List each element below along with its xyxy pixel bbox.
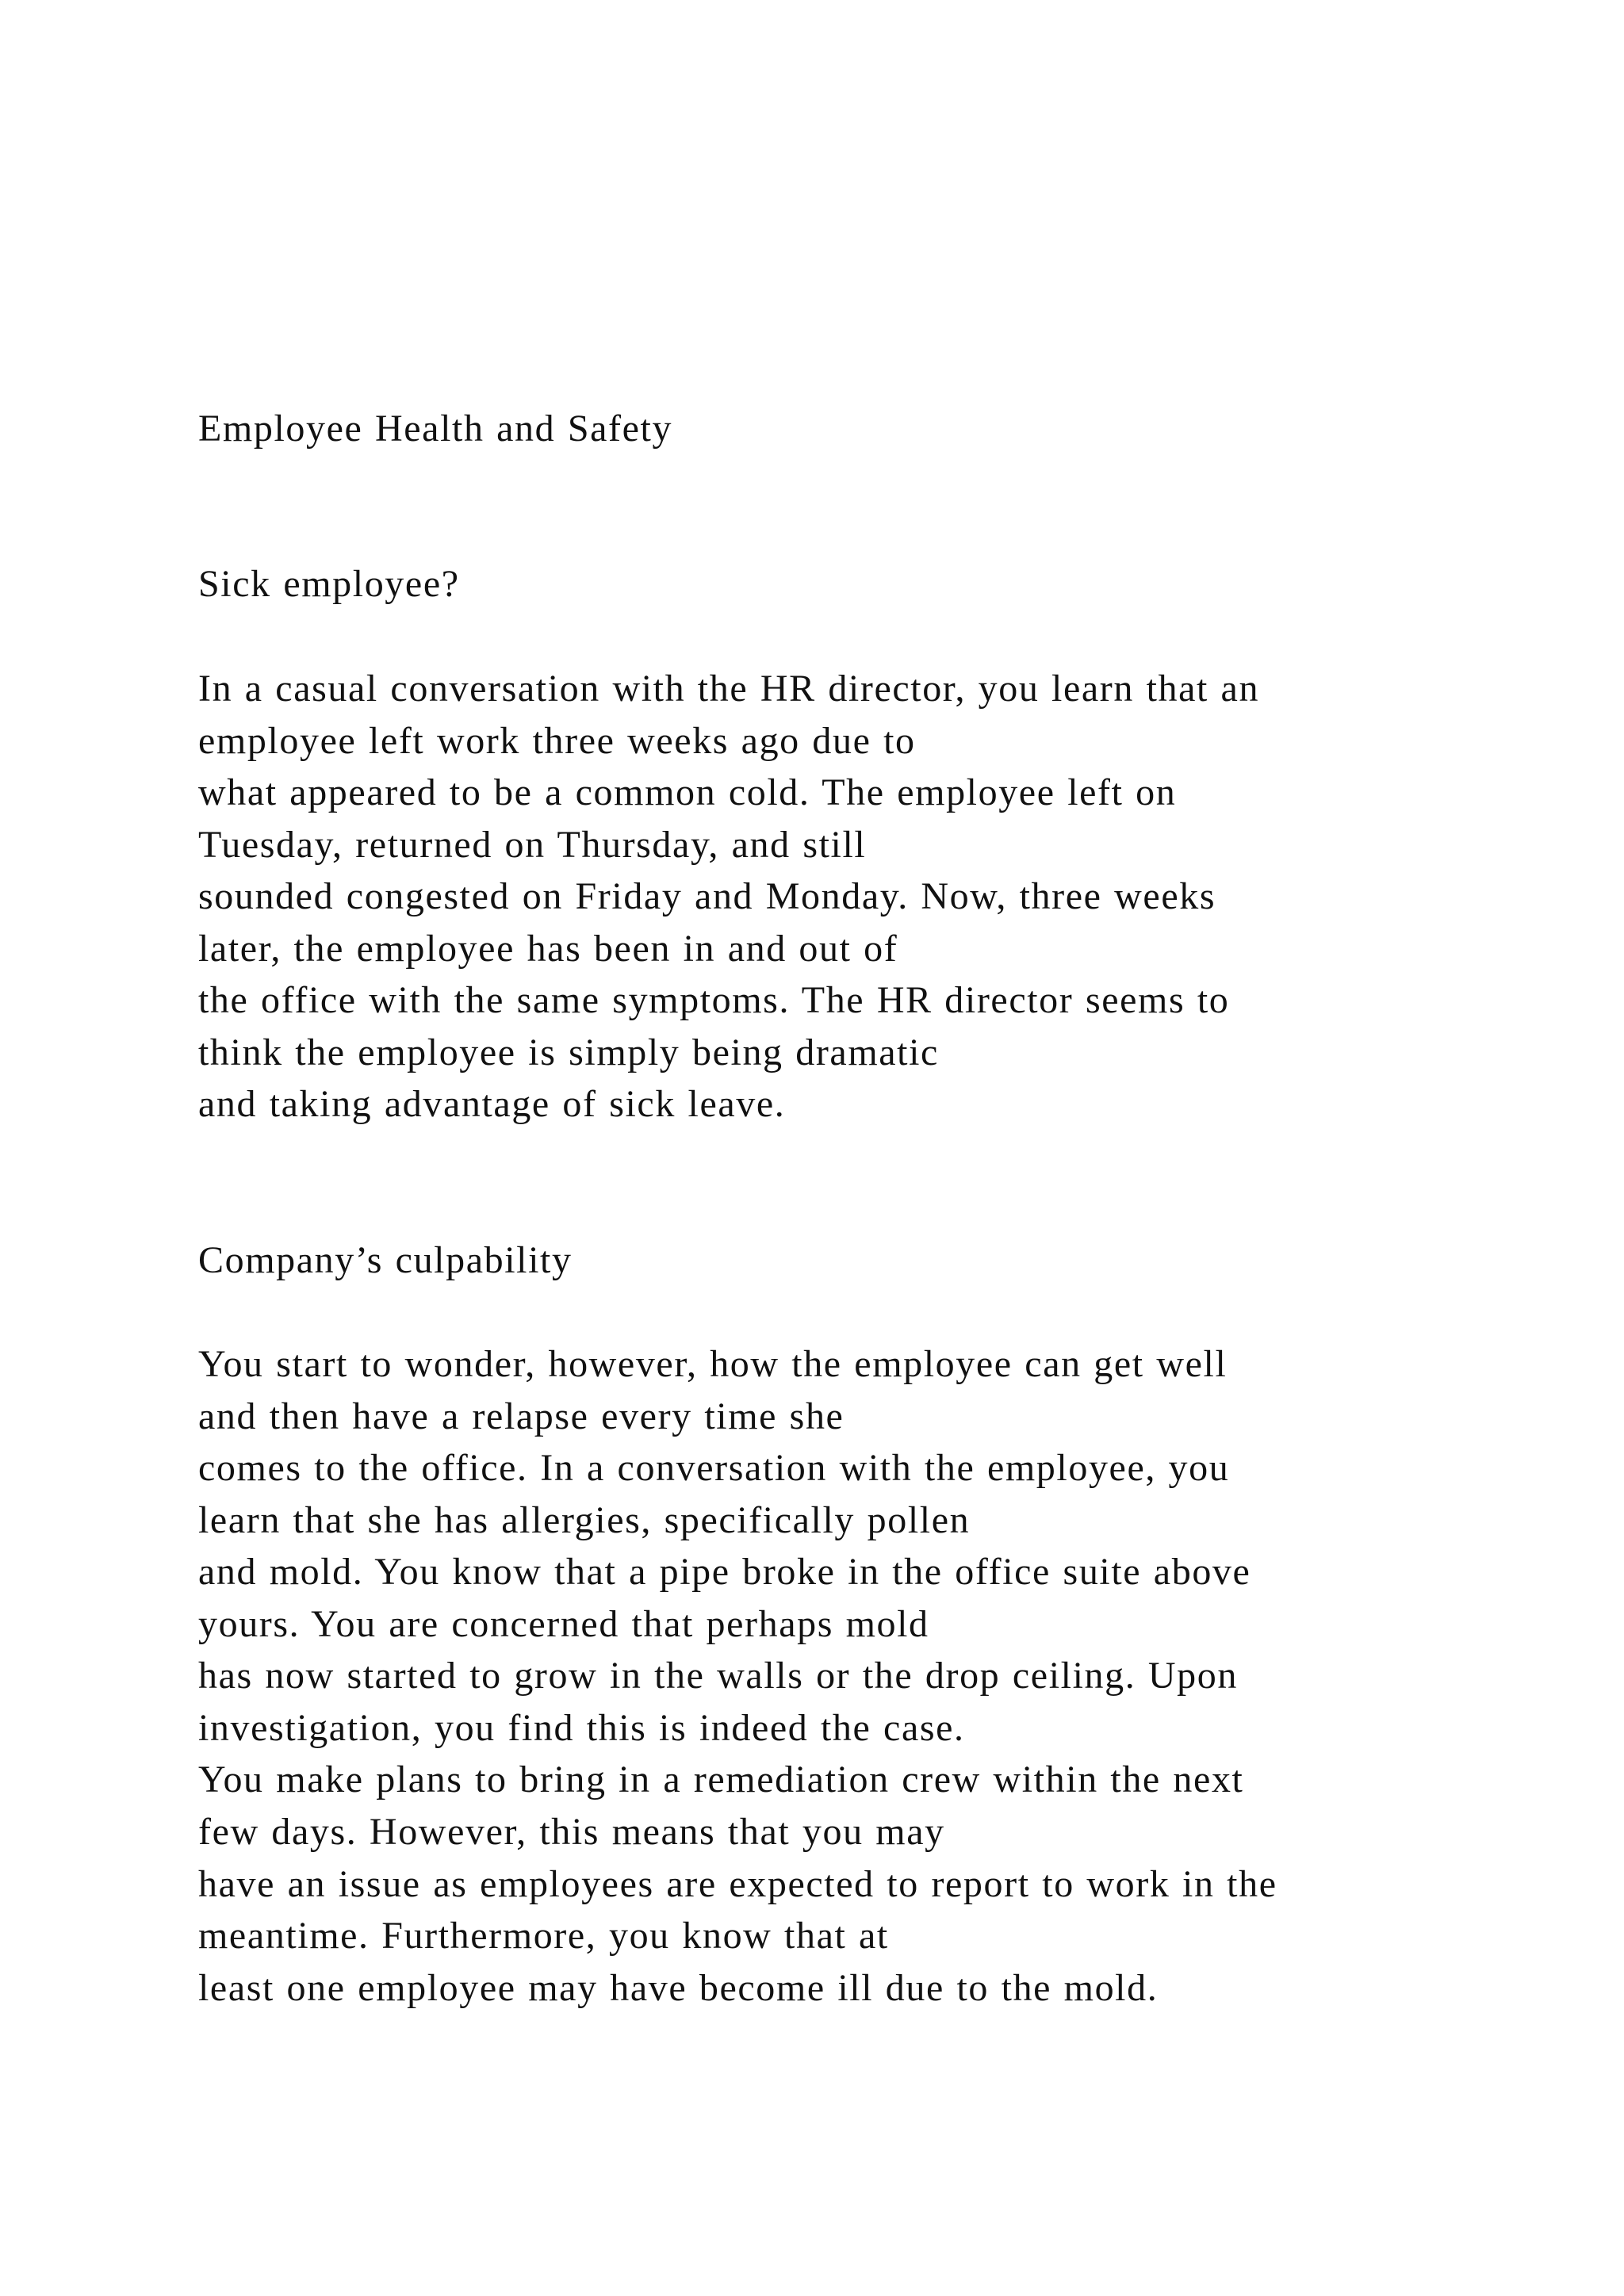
paragraph-line: the office with the same symptoms. The HR director seems to bbox=[198, 979, 1230, 1021]
section-heading-company-culpability: Company’s culpability bbox=[198, 1239, 573, 1281]
paragraph-line: sounded congested on Friday and Monday. Now, three weeks bbox=[198, 875, 1216, 917]
paragraph-line: later, the employee has been in and out of bbox=[198, 928, 898, 970]
paragraph-line: have an issue as employees are expected to report to work in the bbox=[198, 1863, 1277, 1905]
paragraph-line: least one employee may have become ill due to the mold. bbox=[198, 1967, 1159, 2009]
paragraph-line: comes to the office. In a conversation with the employee, you bbox=[198, 1447, 1230, 1489]
paragraph-line: In a casual conversation with the HR director, you learn that an bbox=[198, 668, 1260, 710]
paragraph-line: few days. However, this means that you may bbox=[198, 1811, 945, 1853]
paragraph-line: think the employee is simply being dramatic bbox=[198, 1031, 939, 1073]
paragraph-line: and then have a relapse every time she bbox=[198, 1395, 845, 1437]
paragraph-line: has now started to grow in the walls or the drop ceiling. Upon bbox=[198, 1655, 1238, 1697]
document-title: Employee Health and Safety bbox=[198, 408, 673, 450]
paragraph-line: You make plans to bring in a remediation crew within the next bbox=[198, 1758, 1244, 1800]
paragraph-line: You start to wonder, however, how the employee can get well bbox=[198, 1343, 1228, 1385]
paragraph-line: and taking advantage of sick leave. bbox=[198, 1083, 786, 1125]
paragraph-line: yours. You are concerned that perhaps mold bbox=[198, 1603, 929, 1645]
paragraph-line: learn that she has allergies, specifically pollen bbox=[198, 1499, 971, 1541]
paragraph-line: Tuesday, returned on Thursday, and still bbox=[198, 824, 867, 866]
paragraph-line: what appeared to be a common cold. The employee left on bbox=[198, 771, 1177, 813]
paragraph-line: and mold. You know that a pipe broke in the office suite above bbox=[198, 1551, 1251, 1593]
paragraph-line: meantime. Furthermore, you know that at bbox=[198, 1915, 889, 1957]
section-heading-sick-employee: Sick employee? bbox=[198, 563, 460, 605]
paragraph-line: employee left work three weeks ago due to bbox=[198, 720, 916, 762]
paragraph-line: investigation, you find this is indeed the case. bbox=[198, 1707, 965, 1749]
